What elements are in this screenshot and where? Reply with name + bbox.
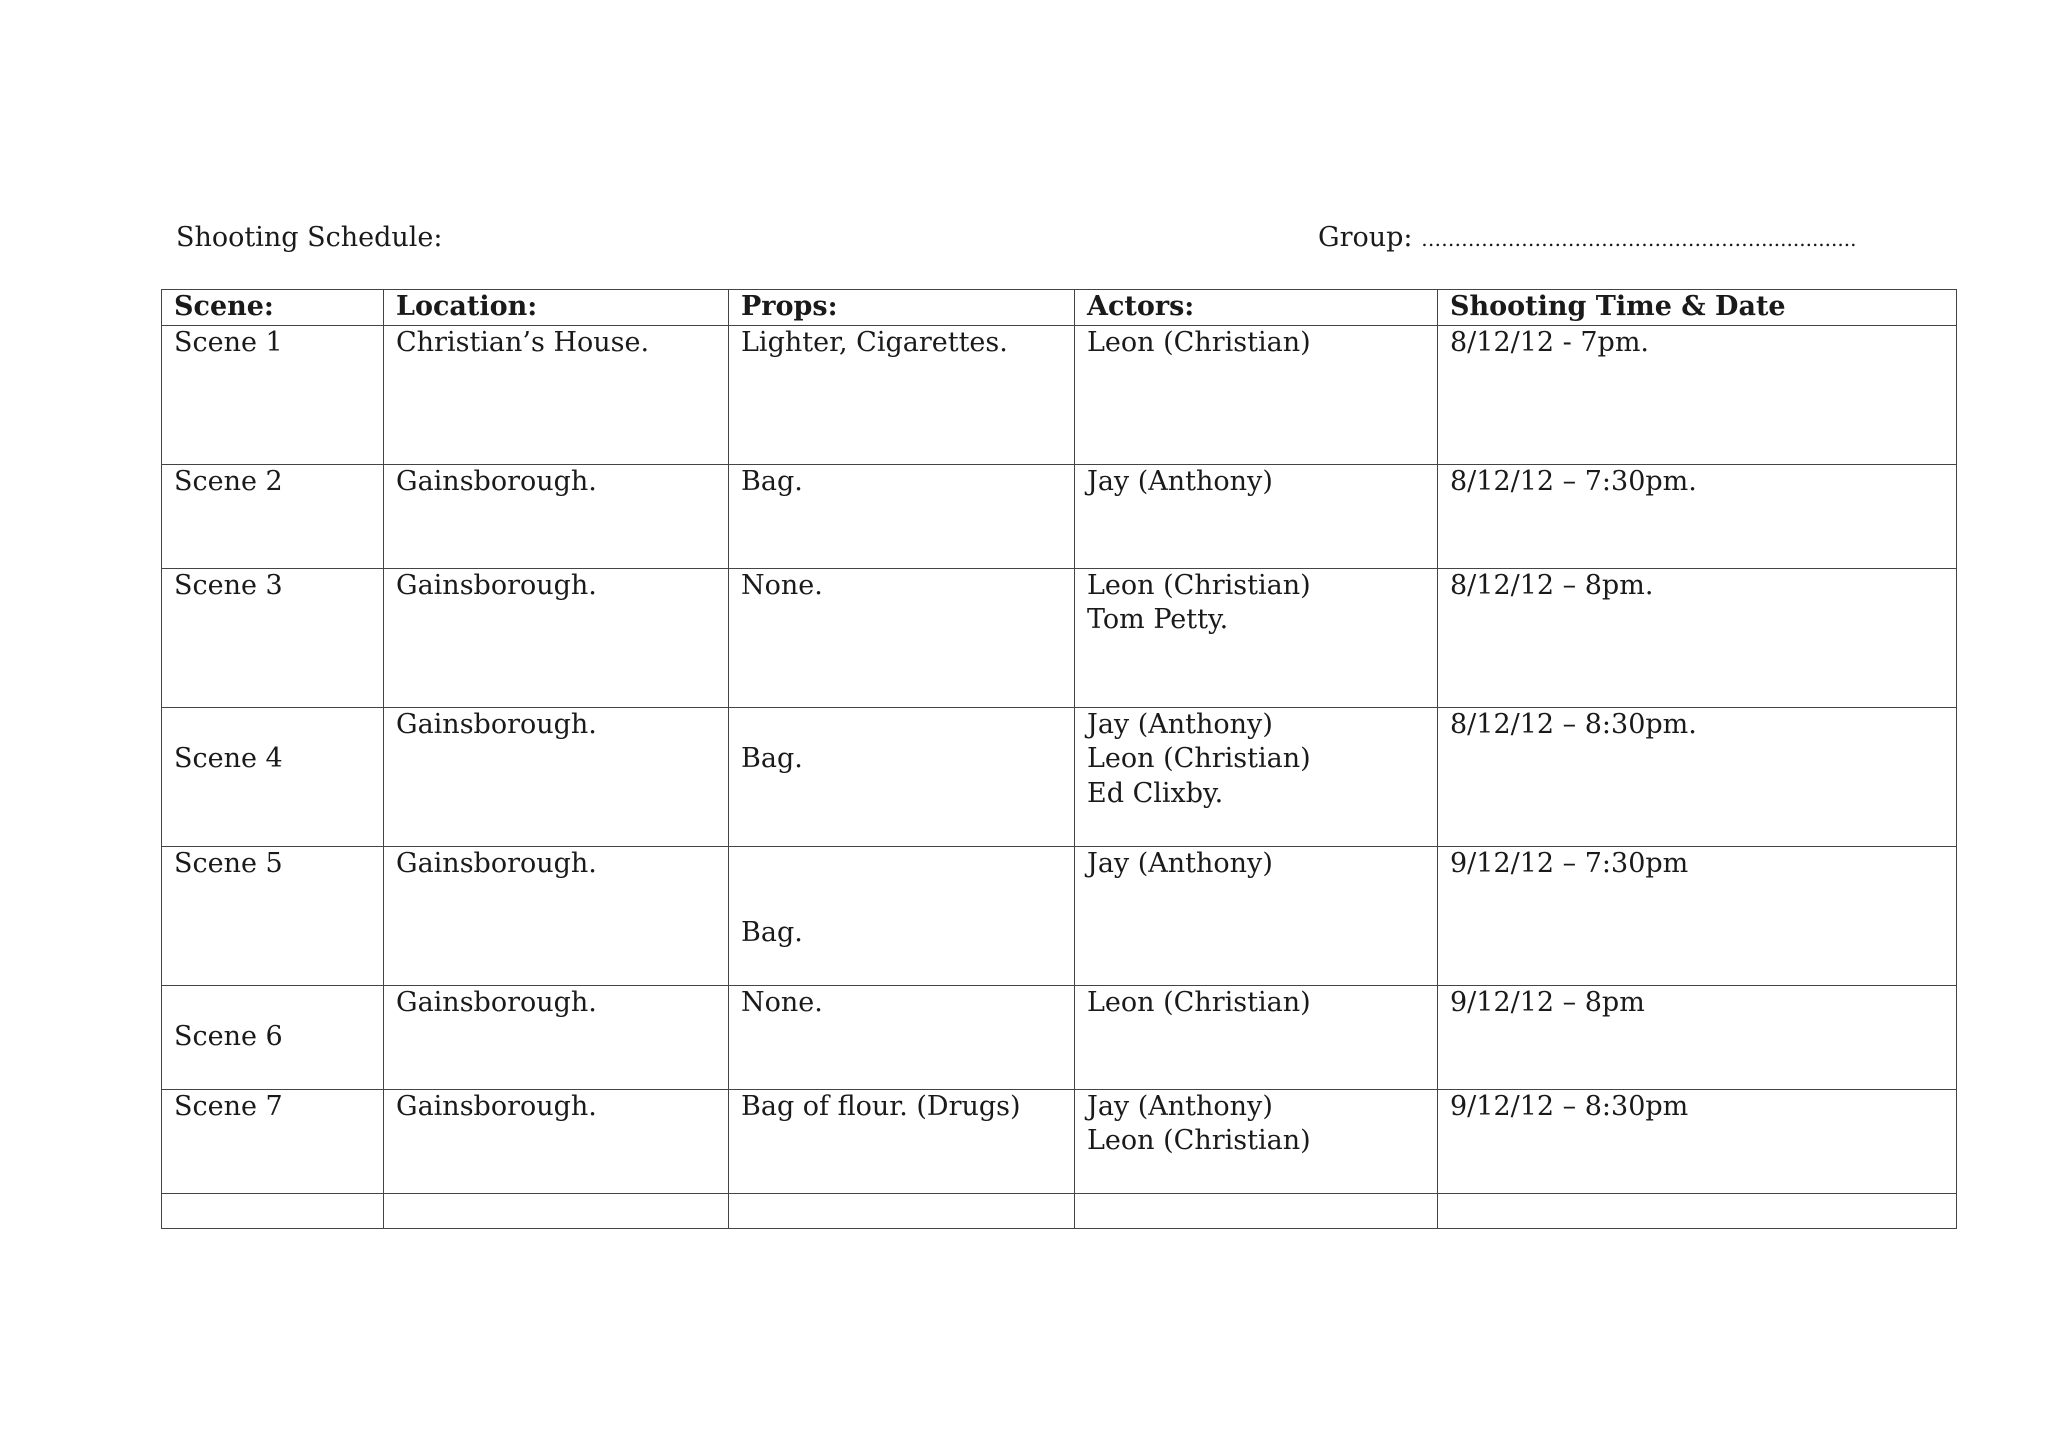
cell-location: [384, 464, 729, 568]
cell-location: [384, 1089, 729, 1193]
table-row: [162, 985, 1957, 1089]
column-header-shooting-time-date: Shooting Time & Date: [1438, 290, 1957, 326]
cell-time: [1438, 325, 1957, 464]
location-text: Gainsborough.: [396, 1090, 597, 1122]
group-label: Group:: [1318, 222, 1413, 253]
cell-empty: [162, 1193, 384, 1228]
cell-props: [729, 1089, 1075, 1193]
cell-empty: [729, 1193, 1075, 1228]
table-row: [162, 568, 1957, 707]
props-text: Lighter, Cigarettes.: [741, 326, 1008, 358]
cell-props: [729, 707, 1075, 846]
cell-props: [729, 568, 1075, 707]
scene-label: Scene 5: [174, 847, 283, 879]
props-text: None.: [741, 569, 823, 601]
shooting-schedule-table: [161, 289, 1957, 1229]
scene-label: Scene 7: [174, 1090, 283, 1122]
cell-props: [729, 985, 1075, 1089]
scene-label: Scene 2: [174, 465, 283, 497]
actor-name: Jay (Anthony): [1087, 847, 1273, 879]
cell-actors: [1075, 568, 1438, 707]
cell-props: [729, 846, 1075, 985]
cell-actors: [1075, 707, 1438, 846]
cell-scene: [162, 707, 384, 846]
table-row: [162, 1089, 1957, 1193]
time-text: 9/12/12 – 8pm: [1450, 986, 1645, 1018]
location-text: Gainsborough.: [396, 569, 597, 601]
location-text: Gainsborough.: [396, 708, 597, 740]
cell-empty: [1075, 1193, 1438, 1228]
cell-time: [1438, 1089, 1957, 1193]
cell-scene: [162, 1089, 384, 1193]
table-row-empty: [162, 1193, 1957, 1228]
cell-location: [384, 985, 729, 1089]
column-header-props: Props:: [729, 290, 1075, 326]
column-header-actors: Actors:: [1075, 290, 1438, 326]
time-text: 8/12/12 – 8pm.: [1450, 569, 1654, 601]
location-text: Gainsborough.: [396, 986, 597, 1018]
cell-time: [1438, 568, 1957, 707]
table-row: [162, 325, 1957, 464]
cell-location: [384, 568, 729, 707]
props-text: Bag.: [741, 916, 803, 948]
actor-name: Leon (Christian): [1087, 1125, 1311, 1156]
cell-actors: [1075, 325, 1438, 464]
cell-scene: [162, 464, 384, 568]
column-header-location: Location:: [384, 290, 729, 326]
cell-scene: [162, 985, 384, 1089]
time-text: 9/12/12 – 8:30pm: [1450, 1090, 1689, 1122]
actor-name: Jay (Anthony): [1087, 465, 1273, 497]
actor-name: Leon (Christian): [1087, 326, 1311, 358]
cell-location: [384, 707, 729, 846]
cell-scene: [162, 568, 384, 707]
props-text: None.: [741, 986, 823, 1018]
page-title: Shooting Schedule:: [176, 222, 443, 253]
location-text: Gainsborough.: [396, 465, 597, 497]
cell-props: [729, 325, 1075, 464]
table-row: [162, 707, 1957, 846]
cell-empty: [384, 1193, 729, 1228]
time-text: 9/12/12 – 7:30pm: [1450, 847, 1689, 879]
cell-location: [384, 846, 729, 985]
scene-label: Scene 1: [174, 326, 283, 358]
scene-label: Scene 6: [174, 1021, 283, 1052]
props-text: Bag.: [741, 743, 803, 774]
actor-name: Jay (Anthony): [1087, 1090, 1273, 1122]
cell-actors: [1075, 464, 1438, 568]
cell-actors: [1075, 846, 1438, 985]
cell-time: [1438, 846, 1957, 985]
cell-actors: [1075, 985, 1438, 1089]
column-header-scene: Scene:: [162, 290, 384, 326]
cell-time: [1438, 985, 1957, 1089]
group-field: [1318, 220, 1856, 257]
scene-label: Scene 4: [174, 743, 283, 774]
actor-name: Ed Clixby.: [1087, 777, 1224, 809]
table-row: [162, 464, 1957, 568]
props-text: Bag of flour. (Drugs): [741, 1090, 1021, 1122]
actor-name: Leon (Christian): [1087, 743, 1311, 774]
location-text: Christian’s House.: [396, 326, 650, 358]
scene-label: Scene 3: [174, 569, 283, 601]
cell-time: [1438, 707, 1957, 846]
cell-actors: [1075, 1089, 1438, 1193]
cell-empty: [1438, 1193, 1957, 1228]
location-text: Gainsborough.: [396, 847, 597, 879]
props-text: Bag.: [741, 465, 803, 497]
table-header-row: [162, 290, 1957, 326]
actor-name: Tom Petty.: [1087, 604, 1229, 635]
table-row: [162, 846, 1957, 985]
cell-location: [384, 325, 729, 464]
time-text: 8/12/12 – 8:30pm.: [1450, 708, 1697, 740]
time-text: 8/12/12 – 7:30pm.: [1450, 465, 1697, 497]
actor-name: Jay (Anthony): [1087, 708, 1273, 740]
cell-props: [729, 464, 1075, 568]
time-text: 8/12/12 - 7pm.: [1450, 326, 1650, 358]
actor-name: Leon (Christian): [1087, 569, 1311, 601]
actor-name: Leon (Christian): [1087, 986, 1311, 1018]
cell-scene: [162, 325, 384, 464]
cell-time: [1438, 464, 1957, 568]
cell-scene: [162, 846, 384, 985]
group-value-dotted-line: ……………………………………………...............: [1421, 227, 1857, 251]
